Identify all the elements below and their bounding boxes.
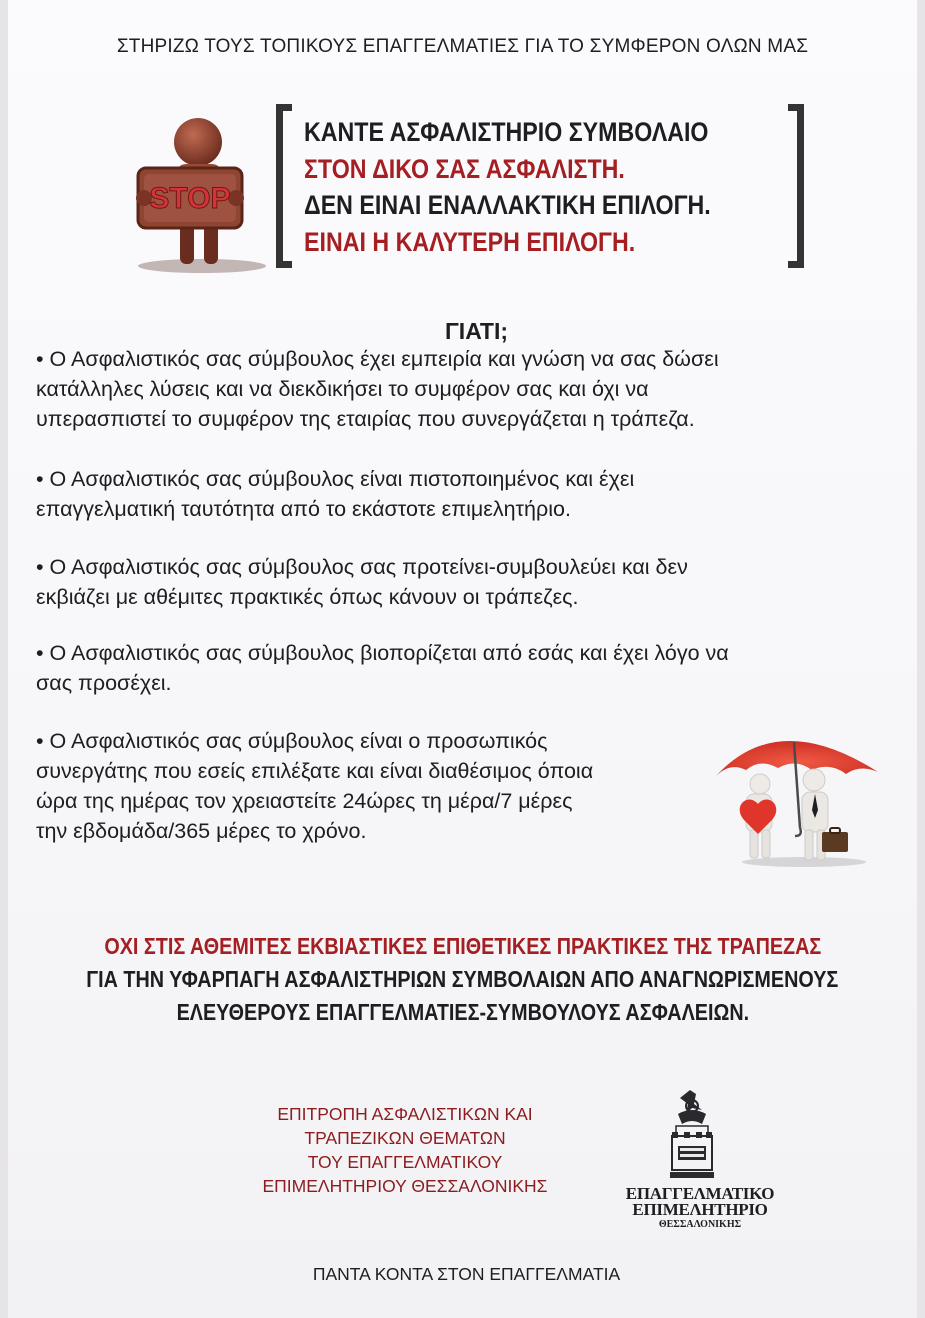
bullet-line: κατάλληλες λύσεις και να διεκδικήσει το συμφέρον σας και όχι να (36, 377, 649, 401)
bullet-1 (36, 344, 719, 434)
bullet-line: • Ο Ασφαλιστικός σας σύμβουλος σας προτείνει-συμβουλεύει και δεν (36, 555, 688, 579)
stop-sign-figure-illustration (128, 112, 270, 274)
headline-line-2: ΣΤΟΝ ΔΙΚΟ ΣΑΣ ΑΣΦΑΛΙΣΤΗ. (304, 153, 625, 184)
bullet-line: • Ο Ασφαλιστικός σας σύμβουλος είναι πιστοποιημένος και έχει (36, 467, 635, 491)
footer-tagline: ΠΑΝΤΑ ΚΟΝΤΑ ΣΤΟΝ ΕΠΑΓΓΕΛΜΑΤΙΑ (312, 1264, 621, 1284)
bullet-2 (36, 464, 634, 524)
committee-signature (240, 1102, 570, 1198)
headline-block (304, 114, 777, 260)
bullet-line: επαγγελματική ταυτότητα από το εκάστοτε επιμελητήριο. (36, 497, 571, 521)
bullet-line: • Ο Ασφαλιστικός σας σύμβουλος έχει εμπειρία και γνώση να σας δώσει (36, 347, 719, 371)
why-title: ΓΙΑΤΙ; (444, 318, 508, 344)
logo-line-3: ΘΕΣΣΑΛΟΝΙΚΗΣ (658, 1219, 742, 1230)
bullet-line: υπερασπιστεί το συμφέρον της εταιρίας που συνεργάζεται η τράπεζα. (36, 407, 695, 431)
bullet-4 (36, 638, 729, 698)
bullet-line: εκβιάζει με αθέμιτες πρακτικές όπως κάνουν οι τράπεζες. (36, 585, 579, 609)
chamber-seal-icon (664, 1086, 720, 1184)
bullet-line: την εβδομάδα/365 μέρες το χρόνο. (36, 819, 367, 843)
warning-line-3: ΕΛΕΥΘΕΡΟΥΣ ΕΠΑΓΓΕΛΜΑΤΙΕΣ-ΣΥΜΒΟΥΛΟΥΣ ΑΣΦΑΛΕΙΩΝ. (176, 999, 749, 1025)
logo-line-2: ΕΠΙΜΕΛΗΤΗΡΙΟ (632, 1200, 768, 1219)
headline-line-1: ΚΑΝΤΕ ΑΣΦΑΛΙΣΤΗΡΙΟ ΣΥΜΒΟΛΑΙΟ (304, 117, 709, 147)
headline-line-3: ΔΕΝ ΕΙΝΑΙ ΕΝΑΛΛΑΚΤΙΚΗ ΕΠΙΛΟΓΗ. (304, 190, 711, 220)
warning-line-2: ΓΙΑ ΤΗΝ ΥΦΑΡΠΑΓΗ ΑΣΦΑΛΙΣΤΗΡΙΩΝ ΣΥΜΒΟΛΑΙΩΝ ΑΠΟ ΑΝΑΓΝΩΡΙΣΜΕΝΟΥΣ (86, 966, 839, 992)
bullet-line: ώρα της ημέρας τον χρειαστείτε 24ώρες τη μέρα/7 μέρες (36, 789, 573, 813)
header-slogan: ΣΤΗΡΙΖΩ ΤΟΥΣ ΤΟΠΙΚΟΥΣ ΕΠΑΓΓΕΛΜΑΤΙΕΣ ΓΙΑ ΤΟ ΣΥΜΦΕΡΟΝ ΟΛΩΝ ΜΑΣ (116, 36, 809, 57)
bullet-5 (36, 726, 593, 846)
committee-line-1: ΕΠΙΤΡΟΠΗ ΑΣΦΑΛΙΣΤΙΚΩΝ ΚΑΙ (277, 1104, 533, 1124)
committee-line-4: ΕΠΙΜΕΛΗΤΗΡΙΟΥ ΘΕΣΣΑΛΟΝΙΚΗΣ (262, 1176, 548, 1196)
bullet-line: • Ο Ασφαλιστικός σας σύμβουλος βιοπορίζεται από εσάς και έχει λόγο να (36, 641, 729, 665)
committee-line-3: ΤΟΥ ΕΠΑΓΓΕΛΜΑΤΙΚΟΥ (307, 1152, 503, 1172)
warning-block (0, 930, 925, 1029)
bullet-line: σας προσέχει. (36, 671, 172, 695)
bullet-3 (36, 552, 688, 612)
stop-label: STOP (149, 182, 231, 215)
bullet-line: συνεργάτης που εσείς επιλέξατε και είναι διαθέσιμος όποια (36, 759, 594, 783)
bullet-line: • Ο Ασφαλιστικός σας σύμβουλος είναι ο προσωπικός (36, 729, 548, 753)
warning-line-1: ΟΧΙ ΣΤΙΣ ΑΘΕΜΙΤΕΣ ΕΚΒΙΑΣΤΙΚΕΣ ΕΠΙΘΕΤΙΚΕΣ ΠΡΑΚΤΙΚΕΣ ΤΗΣ ΤΡΑΠΕΖΑΣ (104, 933, 821, 959)
bracket-left (276, 104, 292, 268)
logo-line-1: ΕΠΑΓΓΕΛΜΑΤΙΚΟ (625, 1184, 775, 1203)
chamber-logo-text (600, 1186, 800, 1232)
umbrella-people-illustration (708, 718, 886, 868)
headline-line-4: ΕΙΝΑΙ Η ΚΑΛΥΤΕΡΗ ΕΠΙΛΟΓΗ. (304, 226, 636, 257)
committee-line-2: ΤΡΑΠΕΖΙΚΩΝ ΘΕΜΑΤΩΝ (304, 1128, 506, 1148)
bracket-right (788, 104, 804, 268)
